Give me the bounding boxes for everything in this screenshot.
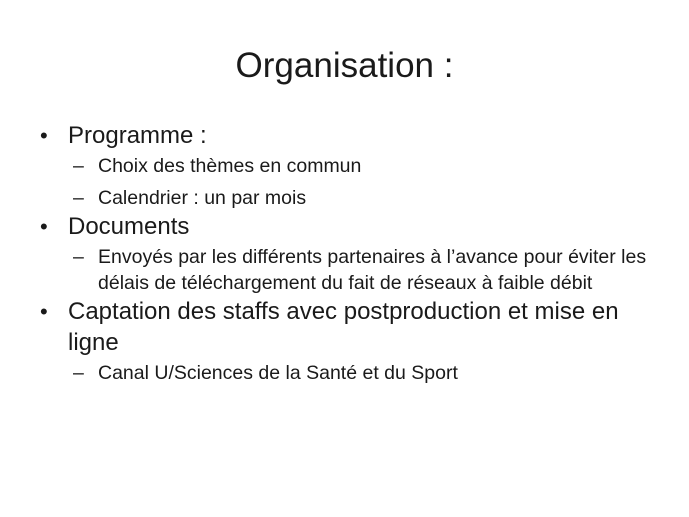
sub-bullet-text: Canal U/Sciences de la Santé et du Sport bbox=[98, 362, 458, 384]
sub-bullet bbox=[40, 186, 650, 212]
bullet-item bbox=[40, 296, 650, 387]
sub-bullet-list bbox=[40, 154, 650, 211]
bullet-dot-icon: • bbox=[40, 123, 48, 148]
bullet-level1 bbox=[40, 211, 650, 242]
sub-bullet bbox=[40, 361, 650, 387]
dash-icon: – bbox=[73, 246, 84, 268]
bullet-dot-icon: • bbox=[40, 214, 48, 239]
slide-content bbox=[40, 120, 650, 387]
bullet-text: Programme : bbox=[68, 122, 207, 149]
bullet-item bbox=[40, 120, 650, 211]
sub-bullet-list bbox=[40, 245, 650, 296]
sub-bullet-text: Envoyés par les différents partenaires à l’avance pour éviter les délais de téléchargement du fait de réseaux à faible débit bbox=[98, 246, 647, 294]
sub-bullet bbox=[40, 154, 650, 180]
dash-icon: – bbox=[73, 155, 84, 177]
bullet-level1 bbox=[40, 120, 650, 151]
sub-bullet-text: Calendrier : un par mois bbox=[98, 186, 307, 209]
bullet-item bbox=[40, 211, 650, 296]
sub-bullet bbox=[40, 245, 650, 296]
bullet-text: Documents bbox=[68, 213, 190, 240]
bullet-text: Captation des staffs avec postproduction et mise en ligne bbox=[68, 298, 619, 356]
dash-icon: – bbox=[73, 362, 84, 384]
sub-bullet-list bbox=[40, 361, 650, 387]
bullet-level1 bbox=[40, 296, 650, 358]
dash-icon: – bbox=[73, 186, 84, 209]
bullet-dot-icon: • bbox=[40, 299, 48, 324]
slide-title: Organisation : bbox=[235, 46, 454, 85]
sub-bullet-text: Choix des thèmes en commun bbox=[98, 155, 362, 177]
